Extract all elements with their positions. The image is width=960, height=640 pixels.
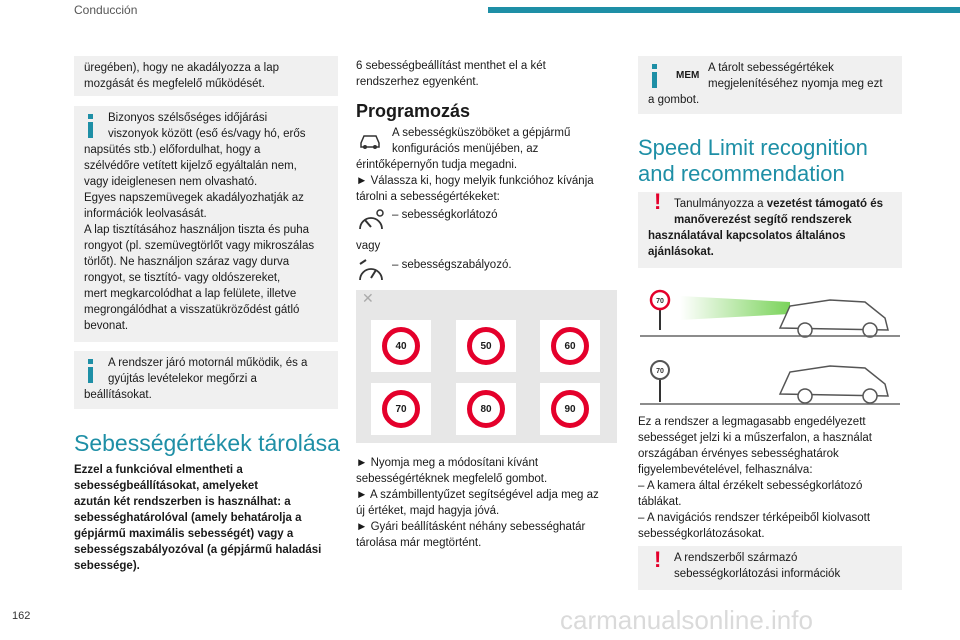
- info-box-mem: [638, 56, 902, 114]
- warning-icon: !: [654, 189, 662, 214]
- speed-tile[interactable]: [371, 320, 431, 372]
- text-line: megjelenítéséhez nyomja meg ezt: [708, 78, 883, 90]
- speed-sign: 60: [551, 327, 589, 365]
- car-sign-illustration: [640, 284, 900, 344]
- heading-speed-limit: Speed Limit recognition and recommendation: [638, 135, 868, 186]
- close-icon[interactable]: ✕: [362, 290, 374, 306]
- text-line: információk leolvasását.: [84, 208, 207, 220]
- text-line: gyújtás levételekor megőrzi a: [108, 373, 257, 385]
- text-line: viszonyok között (eső és/vagy hó, erős: [108, 128, 306, 140]
- intro-text: 6 sebességbeállítást menthet el a két rendszerhez egyenként.: [356, 60, 546, 88]
- car-settings-icon: [358, 131, 382, 151]
- text-line: rongyot, se tisztító- vagy oldószereket,: [84, 272, 281, 284]
- speed-tile[interactable]: [456, 320, 516, 372]
- heading-speed-storage: Sebességértékek tárolása: [74, 430, 340, 456]
- info-text: üregében), hogy ne akadályozza a lap mozgását és megfelelő működését.: [84, 62, 280, 90]
- header-bar: [488, 7, 960, 13]
- speed-sign: 40: [382, 327, 420, 365]
- info-box-engine: [74, 351, 338, 409]
- text-line: szélvédőre vetített kijelző egyáltalán nem,: [84, 160, 297, 172]
- mem-button-icon: MEM: [676, 70, 700, 81]
- text-line: vagy ideiglenesen nem olvasható.: [84, 176, 258, 188]
- text-line: tárolni a sebességértékeket:: [356, 191, 500, 203]
- speed-sign: 90: [551, 390, 589, 428]
- watermark: carmanualsonline.info: [560, 605, 813, 635]
- option-speed-limiter: – sebességkorlátozó: [392, 209, 498, 221]
- text-line: beállításokat.: [84, 389, 152, 401]
- text-line: manőverezést segítő rendszerek: [674, 214, 852, 226]
- heading-programming: Programozás: [356, 101, 471, 121]
- sign-label: 70: [656, 368, 664, 375]
- warning-icon: !: [654, 547, 662, 572]
- speed-sign: 70: [382, 390, 420, 428]
- text-line: sebességkorlátozási információk: [674, 568, 841, 580]
- speed-tile[interactable]: [371, 383, 431, 435]
- option-cruise-control: – sebességszabályozó.: [392, 259, 512, 271]
- cruise-control-icon: [356, 256, 386, 286]
- speed-tile[interactable]: [540, 383, 600, 435]
- section-title: Conducción: [74, 3, 138, 17]
- text-line: érintőképernyőn tudja megadni.: [356, 159, 518, 171]
- text-line: napsütés stb.) előfordulhat, hogy a: [84, 144, 261, 156]
- speed-sign: 80: [467, 390, 505, 428]
- text-line: bevonat.: [84, 320, 129, 332]
- text-line: konfigurációs menüjében, az: [392, 143, 539, 155]
- text-line: megrongálódhat a visszatükröződést gátló: [84, 304, 300, 316]
- bold-intro: Ezzel a funkcióval elmentheti a sebességbeállításokat, amelyeket azután két rendszerben is használhat: a sebességhatárolóval (amely behatárolja a gépjármű maximális sebességét) vagy a sebességszabályozóval (a gépjármű haladási sebessége).: [74, 464, 322, 572]
- speed-memory-screen: [356, 290, 617, 443]
- text-line: A tárolt sebességértékek: [708, 62, 834, 74]
- text-line: használatával kapcsolatos általános: [648, 230, 846, 242]
- warning-box-1: [638, 189, 902, 268]
- warning-box-2: [638, 546, 902, 590]
- description-text: Ez a rendszer a legmagasabb engedélyezett sebességet jelzi ki a műszerfalon, a használat országában érvényes sebességhatárok figyelembevételével, felhasználva: – A kamera által érzékelt sebességkorlátozó táblákat. – A navigációs rendszer térképeiből kiolvasott sebességkorlátozásokat.: [638, 416, 872, 540]
- text-line: A rendszerből származó: [674, 552, 798, 564]
- text-line: a gombot.: [648, 94, 700, 106]
- info-icon: [88, 359, 93, 364]
- info-icon: [88, 114, 93, 119]
- text-line: A lap tisztításához használjon tiszta és puha: [84, 224, 310, 236]
- info-box-continued: [74, 56, 338, 96]
- sign-label: 70: [656, 298, 664, 305]
- text-line: rongyot (pl. szemüvegtörlőt vagy mikroszálas: [84, 240, 315, 252]
- or-text: vagy: [356, 240, 381, 252]
- text-line: ► Válassza ki, hogy melyik funkcióhoz kívánja: [356, 175, 594, 187]
- speed-sign: 50: [467, 327, 505, 365]
- info-icon: [652, 64, 657, 69]
- car-sign-illustration-2: [640, 350, 900, 410]
- text-line: mert megkarcolódhat a lap felülete, illetve: [84, 288, 297, 300]
- text-line: A sebességküszöböket a gépjármű: [392, 127, 571, 139]
- steps-text: ► Nyomja meg a módosítani kívánt sebességértéknek megfelelő gombot. ► A számbillentyűzet segítségével adja meg az új értéket, majd hagyja jóvá. ► Gyári beállításként néhány sebességhatár tárolása már megtörtént.: [356, 457, 599, 549]
- speed-tile[interactable]: [540, 320, 600, 372]
- speed-limiter-icon: [356, 207, 386, 237]
- text-line: törlőt). Ne használjon száraz vagy durva: [84, 256, 290, 268]
- text-line: A rendszer járó motornál működik, és a: [108, 357, 308, 369]
- info-box-weather: [74, 106, 338, 342]
- text-line: ajánlásokat.: [648, 246, 714, 258]
- text-line: Egyes napszemüvegek akadályozhatják az: [84, 192, 304, 204]
- text-line: Tanulmányozza a vezetést támogató és: [674, 198, 884, 210]
- speed-tile[interactable]: [456, 383, 516, 435]
- page-number: 162: [12, 610, 31, 622]
- text-line: Bizonyos szélsőséges időjárási: [108, 112, 268, 124]
